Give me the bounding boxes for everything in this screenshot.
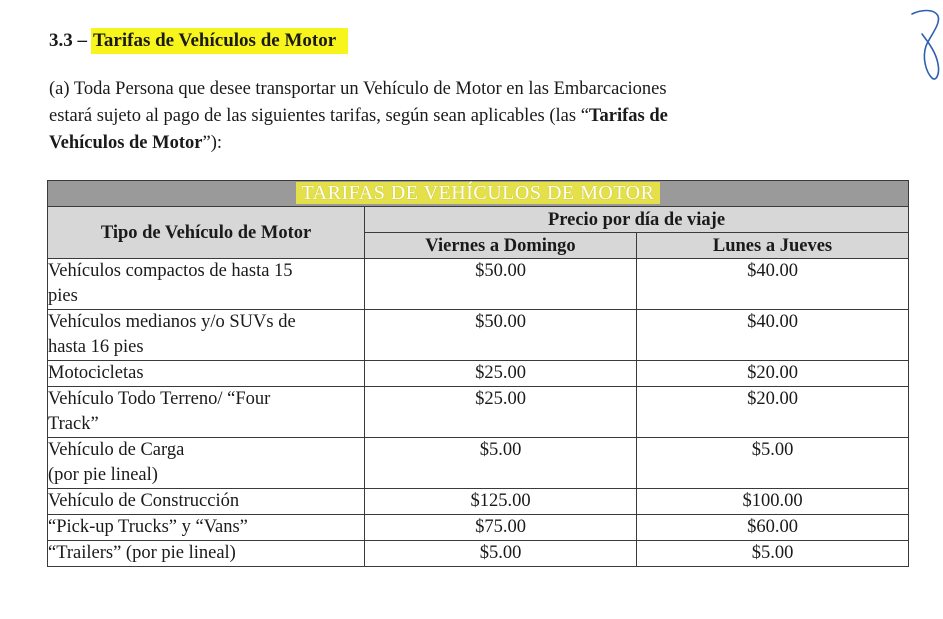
price-weekend: $25.00 xyxy=(365,361,637,387)
intro-paragraph xyxy=(49,76,809,157)
vehicle-type-cell xyxy=(48,259,365,310)
vehicle-type-line: pies xyxy=(48,286,78,306)
vehicle-type-cell: Vehículo de Construcción xyxy=(48,489,365,515)
section-number: 3.3 – xyxy=(49,30,87,51)
vehicle-type-cell: Motocicletas xyxy=(48,361,365,387)
vehicle-type-cell xyxy=(48,438,365,489)
price-weekend: $5.00 xyxy=(365,438,637,489)
table-header-row xyxy=(48,207,909,233)
paragraph-line-1: (a) Toda Persona que desee transportar un Vehículo de Motor en las Embarcaciones xyxy=(49,79,667,99)
price-weekday: $100.00 xyxy=(637,489,909,515)
paragraph-line-3-text: ”): xyxy=(202,133,222,153)
paragraph-line-2 xyxy=(49,103,809,130)
price-weekday: $20.00 xyxy=(637,361,909,387)
header-vehicle-type: Tipo de Vehículo de Motor xyxy=(48,207,365,259)
price-weekday: $60.00 xyxy=(637,515,909,541)
price-weekend: $50.00 xyxy=(365,259,637,310)
header-monday-thursday: Lunes a Jueves xyxy=(637,233,909,259)
table-row xyxy=(48,515,909,541)
vehicle-type-line: Vehículos compactos de hasta 15 xyxy=(48,261,293,281)
table-row xyxy=(48,387,909,438)
price-weekend: $125.00 xyxy=(365,489,637,515)
vehicle-type-cell: “Trailers” (por pie lineal) xyxy=(48,541,365,567)
price-weekend: $5.00 xyxy=(365,541,637,567)
table-row xyxy=(48,310,909,361)
table-row xyxy=(48,489,909,515)
vehicle-type-cell: “Pick-up Trucks” y “Vans” xyxy=(48,515,365,541)
price-weekday: $5.00 xyxy=(637,438,909,489)
vehicle-rates-table xyxy=(47,180,909,567)
handwritten-initial-mark xyxy=(908,6,942,82)
header-friday-sunday: Viernes a Domingo xyxy=(365,233,637,259)
table-title-row xyxy=(48,181,909,207)
vehicle-type-line: Vehículos medianos y/o SUVs de xyxy=(48,312,296,332)
price-weekend: $50.00 xyxy=(365,310,637,361)
table-row xyxy=(48,361,909,387)
table-row xyxy=(48,259,909,310)
table-title-cell xyxy=(48,181,909,207)
defined-term-part-1: Tarifas de xyxy=(588,106,668,126)
price-weekday: $5.00 xyxy=(637,541,909,567)
vehicle-type-line: Vehículo Todo Terreno/ “Four xyxy=(48,389,271,409)
header-price-per-day: Precio por día de viaje xyxy=(365,207,909,233)
price-weekend: $25.00 xyxy=(365,387,637,438)
table-title: TARIFAS DE VEHÍCULOS DE MOTOR xyxy=(296,182,661,204)
table-row xyxy=(48,541,909,567)
paragraph-line-3 xyxy=(49,130,809,157)
vehicle-type-line: Track” xyxy=(48,414,99,434)
price-weekday: $40.00 xyxy=(637,310,909,361)
price-weekend: $75.00 xyxy=(365,515,637,541)
price-weekday: $20.00 xyxy=(637,387,909,438)
vehicle-type-cell xyxy=(48,387,365,438)
defined-term-part-2: Vehículos de Motor xyxy=(49,133,203,153)
price-weekday: $40.00 xyxy=(637,259,909,310)
table-row xyxy=(48,438,909,489)
section-title: Tarifas de Vehículos de Motor xyxy=(91,28,348,54)
vehicle-type-line: Vehículo de Carga xyxy=(48,440,185,460)
vehicle-type-line: hasta 16 pies xyxy=(48,337,144,357)
paragraph-line-2-text: estará sujeto al pago de las siguientes tarifas, según sean aplicables (las “ xyxy=(49,106,589,126)
vehicle-type-line: (por pie lineal) xyxy=(48,465,158,485)
vehicle-type-cell xyxy=(48,310,365,361)
section-heading xyxy=(49,26,348,56)
